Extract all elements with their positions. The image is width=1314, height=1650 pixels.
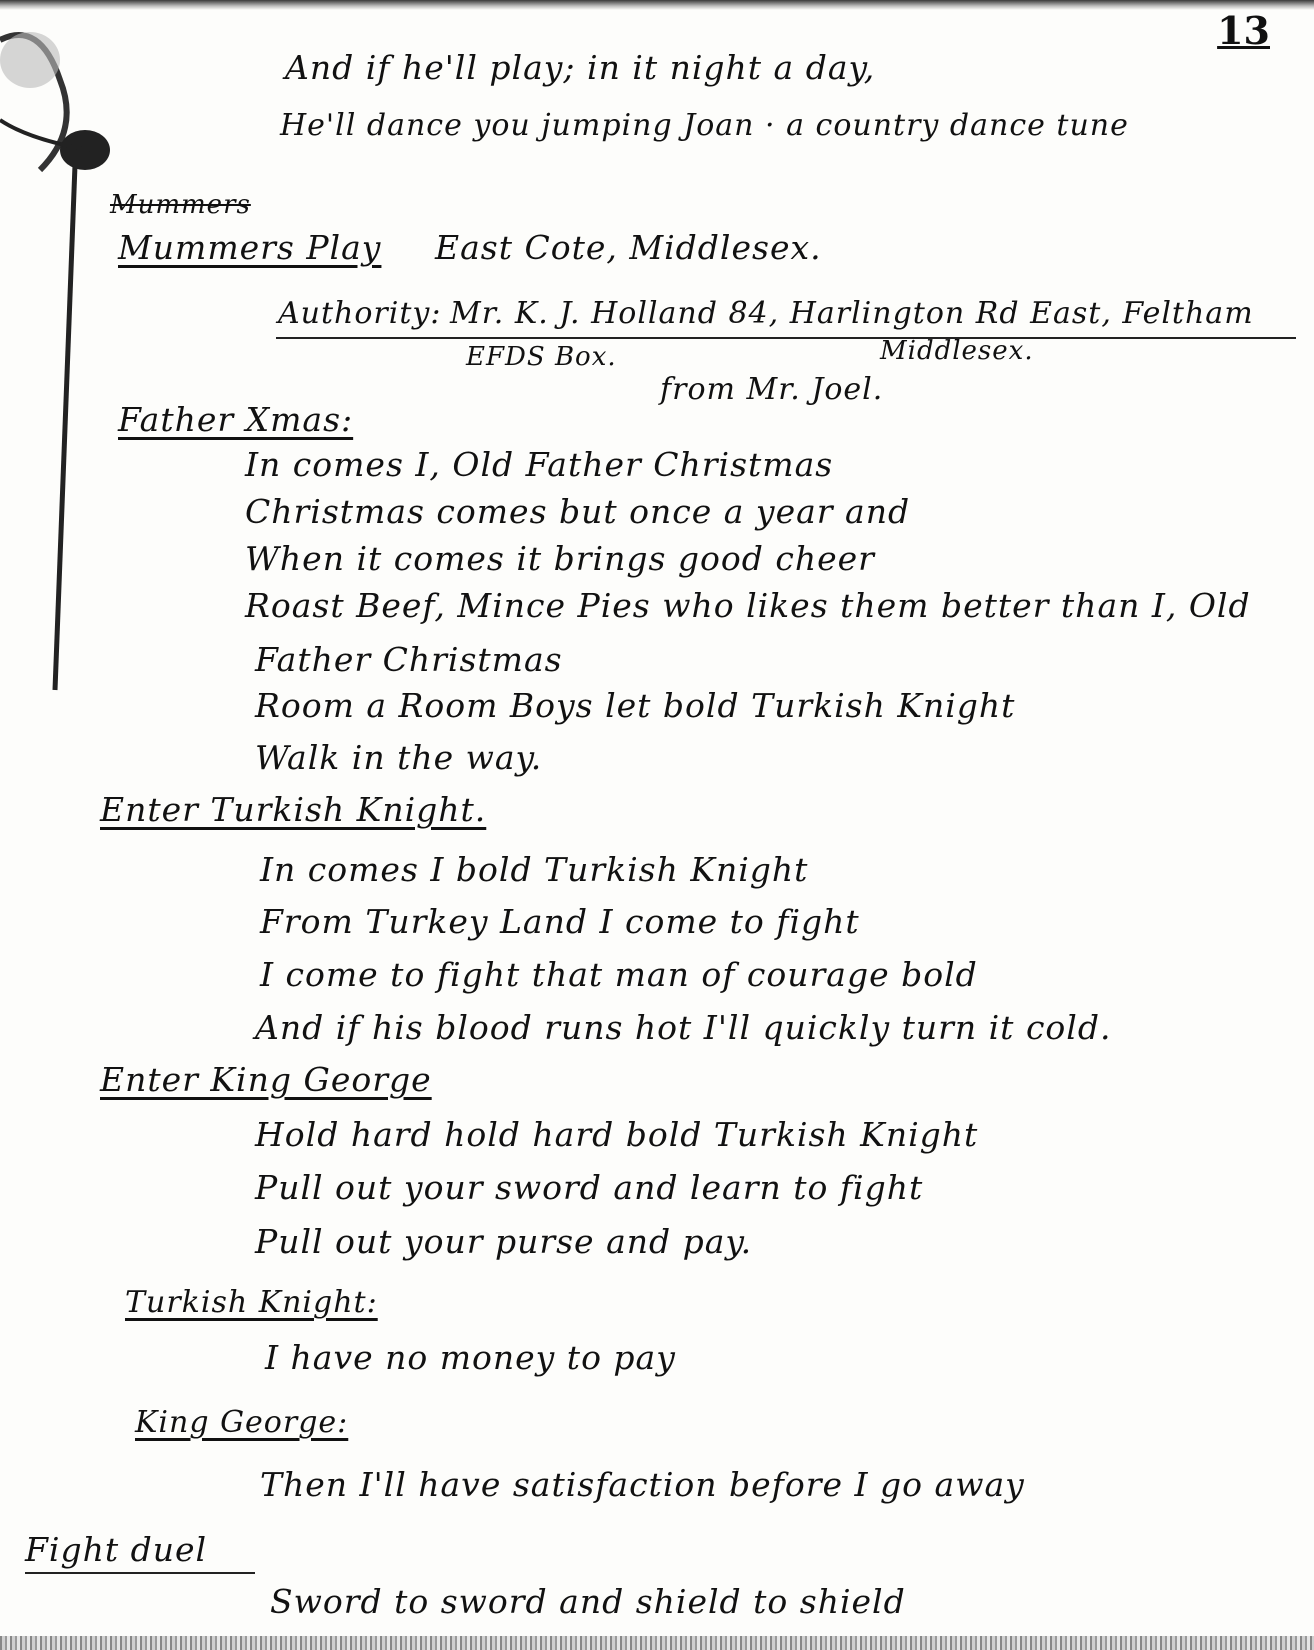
speaker-father-xmas: Father Xmas: bbox=[118, 400, 354, 439]
verse-line: Room a Room Boys let bold Turkish Knight bbox=[255, 686, 1016, 725]
verse-line: I have no money to pay bbox=[265, 1338, 676, 1377]
authority-source-box: EFDS Box. bbox=[466, 342, 617, 372]
verse-line: Christmas comes but once a year and bbox=[245, 492, 911, 531]
speaker-turkish-knight: Turkish Knight: bbox=[125, 1285, 378, 1320]
page-number: 13 bbox=[1217, 8, 1270, 53]
scan-top-edge bbox=[0, 0, 1314, 10]
header-line-1: And if he'll play; in it night a day, bbox=[285, 48, 876, 87]
verse-line: When it comes it brings good cheer bbox=[245, 539, 875, 578]
authority-county: Middlesex. bbox=[880, 336, 1034, 366]
verse-line: In comes I, Old Father Christmas bbox=[245, 445, 834, 484]
scan-bottom-edge bbox=[0, 1636, 1314, 1650]
verse-line: I come to fight that man of courage bold bbox=[260, 955, 978, 994]
verse-line: Walk in the way. bbox=[255, 738, 543, 777]
speaker-king-george: King George: bbox=[135, 1405, 349, 1440]
header-line-2: He'll dance you jumping Joan · a country dance tune bbox=[280, 108, 1129, 143]
verse-line: Father Christmas bbox=[255, 640, 563, 679]
verse-line: Roast Beef, Mince Pies who likes them better than I, Old bbox=[245, 586, 1251, 625]
authority-label: Authority: bbox=[278, 296, 442, 331]
speaker-turkish-knight-entry: Enter Turkish Knight. bbox=[100, 790, 487, 829]
verse-line: From Turkey Land I come to fight bbox=[260, 902, 860, 941]
verse-line: Hold hard hold hard bold Turkish Knight bbox=[255, 1115, 979, 1154]
verse-line: Sword to sword and shield to shield bbox=[270, 1582, 906, 1621]
authority-value: Mr. K. J. Holland 84, Harlington Rd East, Feltham bbox=[450, 296, 1254, 331]
authority-from: from Mr. Joel. bbox=[660, 372, 884, 407]
play-place: East Cote, Middlesex. bbox=[435, 228, 822, 267]
verse-line: In comes I bold Turkish Knight bbox=[260, 850, 809, 889]
verse-line: Then I'll have satisfaction before I go away bbox=[260, 1465, 1025, 1504]
stage-direction-fight-duel: Fight duel bbox=[25, 1530, 208, 1569]
speaker-king-george-entry: Enter King George bbox=[100, 1060, 432, 1099]
struck-word: Mummers bbox=[110, 190, 251, 220]
binder-clip-icon bbox=[0, 0, 120, 700]
fight-duel-underline bbox=[25, 1572, 255, 1574]
verse-line: And if his blood runs hot I'll quickly turn it cold. bbox=[255, 1008, 1112, 1047]
verse-line: Pull out your purse and pay. bbox=[255, 1222, 753, 1261]
verse-line: Pull out your sword and learn to fight bbox=[255, 1168, 924, 1207]
play-title: Mummers Play bbox=[118, 228, 382, 267]
authority-underline bbox=[276, 337, 1296, 339]
